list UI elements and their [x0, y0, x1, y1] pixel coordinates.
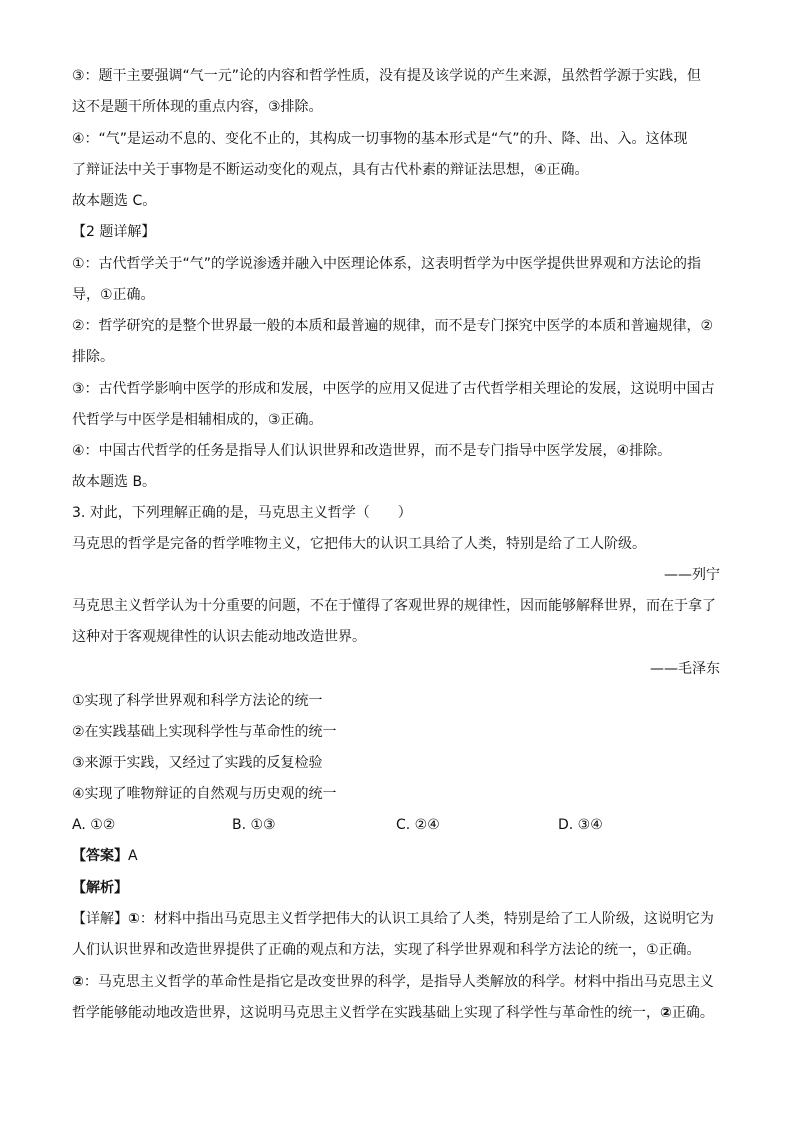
q2-analysis-3-cont: 代哲学与中医学是相辅相成的，③正确。 [72, 412, 323, 428]
detail-line-4 [72, 998, 722, 1029]
detail-label: 【详解】 [72, 911, 128, 927]
statement-3: ③来源于实践，又经过了实践的反复检验 [72, 755, 323, 771]
analysis-label: 【解析】 [72, 880, 128, 896]
detail-text-2b: 哲学能够能动地改造世界，这说明马克思主义哲学在实践基础上实现了科学性与革命性的统一， [72, 1005, 660, 1021]
q2-analysis-4: ④：中国古代哲学的任务是指导人们认识世界和改造世界，而不是专门指导中医学发展，④排除。 [72, 443, 672, 459]
detail-line-1 [72, 904, 722, 935]
detail-mark-1: ① [128, 911, 140, 927]
statement-2: ②在实践基础上实现科学性与革命性的统一 [72, 724, 337, 740]
detail-mark-2: ② [72, 974, 84, 990]
detail-line-2: 人们认识世界和改造世界提供了正确的观点和方法，实现了科学世界观和科学方法论的统一，①正确。 [72, 942, 701, 958]
option-c: C. ②④ [396, 817, 440, 833]
option-b: B. ①③ [232, 817, 276, 833]
detail-text-1a: ：材料中指出马克思主义哲学把伟大的认识工具给了人类，特别是给了工人阶级，这说明它为 [139, 911, 714, 927]
q2-analysis-3: ③：古代哲学影响中医学的形成和发展，中医学的应用又促进了古代哲学相关理论的发展，这说明中国古 [72, 381, 715, 397]
answer-conclusion-2: 故本题选 B。 [72, 474, 157, 490]
analysis-line-4: ④：“气”是运动不息的、变化不止的，其构成一切事物的基本形式是“气”的升、降、出、入。这体现 [72, 131, 688, 147]
option-d: D. ③④ [558, 817, 603, 833]
option-a: A. ①② [72, 817, 116, 833]
answer-label: 【答案】 [72, 848, 128, 864]
quote-mao-cont: 这种对于客观规律性的认识去能动地改造世界。 [72, 629, 366, 645]
quote-mao: 马克思主义哲学认为十分重要的问题，不在于懂得了客观世界的规律性，因而能够解释世界，而在于拿了 [72, 598, 716, 614]
answer-value: A [128, 848, 138, 864]
answer-conclusion-1: 故本题选 C。 [72, 193, 157, 209]
detail-text-2a: ：马克思主义哲学的革命性是指它是改变世界的科学，是指导人类解放的科学。材料中指出马克思主义 [83, 974, 714, 990]
analysis-line-4-cont: 了辩证法中关于事物是不断运动变化的观点，具有古代朴素的辩证法思想，④正确。 [72, 162, 589, 178]
q2-analysis-2: ②：哲学研究的是整个世界最一般的本质和最普遍的规律，而不是专门探究中医学的本质和普遍规律，② [72, 318, 714, 334]
q2-analysis-1-cont: 导，①正确。 [72, 287, 155, 303]
q2-analysis-2-cont: 排除。 [72, 349, 114, 365]
statement-4: ④实现了唯物辩证的自然观与历史观的统一 [72, 786, 337, 802]
detail-mark-2b: ② [660, 1005, 672, 1021]
answer-row [72, 841, 722, 872]
quote-lenin: 马克思的哲学是完备的哲学唯物主义，它把伟大的认识工具给了人类，特别是给了工人阶级。 [72, 536, 646, 552]
section-heading-q2: 【2 题详解】 [72, 224, 156, 240]
q2-analysis-1: ①：古代哲学关于“气”的学说渗透并融入中医理论体系，这表明哲学为中医学提供世界观和方法论的指 [72, 256, 702, 272]
quote-attribution-lenin: ——列宁 [664, 567, 720, 583]
question-3-stem: 3. 对此，下列理解正确的是，马克思主义哲学（ ） [72, 505, 412, 521]
analysis-line-3: ③：题干主要强调“气一元”论的内容和哲学性质，没有提及该学说的产生来源，虽然哲学源于实践，但 [72, 68, 702, 84]
analysis-line-3-cont: 这不是题干所体现的重点内容，③排除。 [72, 99, 323, 115]
quote-attribution-mao: ——毛泽东 [650, 661, 720, 677]
detail-line-3 [72, 967, 722, 998]
statement-1: ①实现了科学世界观和科学方法论的统一 [72, 693, 323, 709]
detail-text-2b-end: 正确。 [671, 1005, 714, 1021]
